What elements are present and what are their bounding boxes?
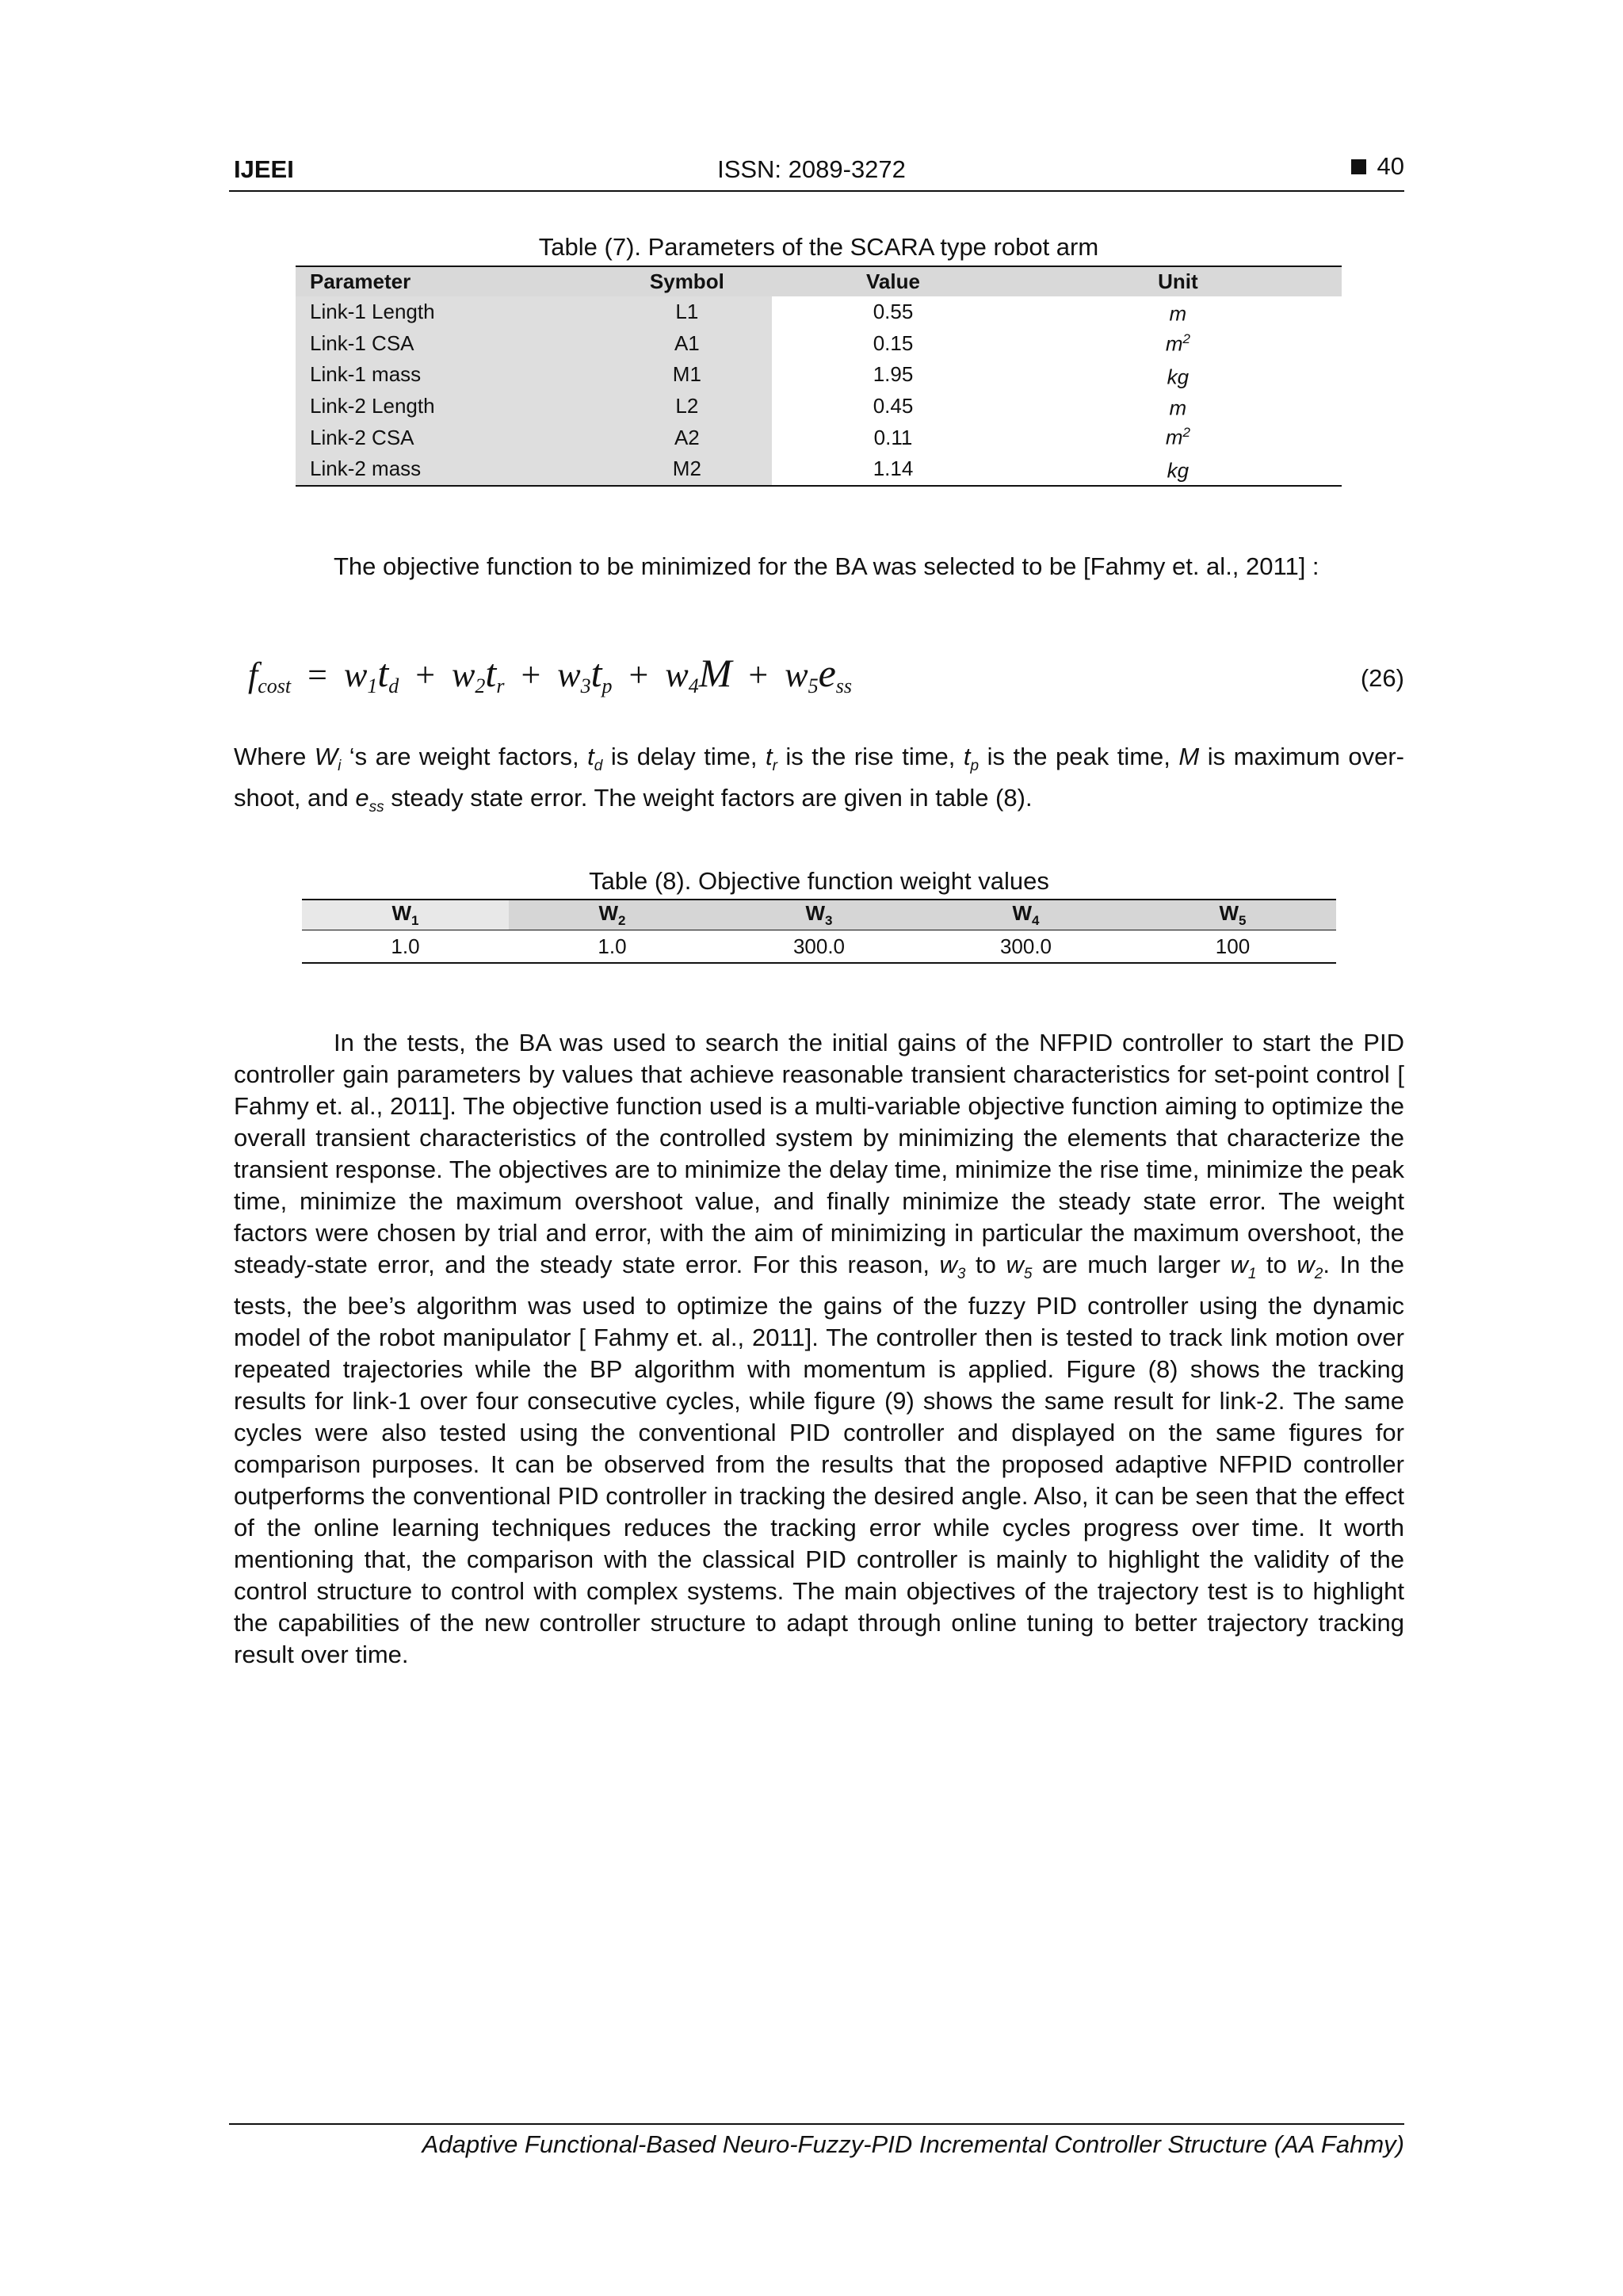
symbol-cell: M2 xyxy=(601,453,772,486)
paragraph-weights xyxy=(234,741,1404,823)
symbol-cell: A1 xyxy=(601,328,772,360)
paragraph-text: Where $W_i$ ‘s are weight factors, $t_d$ is delay time, $t_r$ is the rise time, $t_p$ is the peak time, M is maximum over-shoot, and $e_{ss}$ steady state error. The weight factors are given in table (8). xyxy=(234,743,1405,816)
black-square-icon xyxy=(1351,159,1366,174)
unit-cell: $m^2$ xyxy=(1165,330,1190,356)
paragraph-intro xyxy=(234,551,1404,583)
symbol-cell: L1 xyxy=(601,296,772,328)
equation-26: $f_{cost} = w_1t_d + w_2t_r + w_3t_p + w_4M + w_5e_{ss}$ xyxy=(248,651,853,697)
value-cell: 0.11 xyxy=(873,425,913,449)
weight-cell: 1.0 xyxy=(509,930,716,964)
unit-cell: kg xyxy=(1167,365,1190,389)
table7-col-unit: Unit xyxy=(1014,266,1342,296)
param-cell: Link-1 CSA xyxy=(296,328,601,360)
table8-col-w3: $W_3$ xyxy=(716,900,922,930)
table8-caption: Table (8). Objective function weight values xyxy=(589,867,1049,895)
value-cell: 0.15 xyxy=(873,330,914,355)
table-row xyxy=(296,453,1342,486)
table8-col-w5: $W_5$ xyxy=(1129,900,1336,930)
weight-cell: 300.0 xyxy=(716,930,922,964)
param-cell: Link-2 mass xyxy=(296,453,601,486)
value-cell: 1.14 xyxy=(772,453,1014,486)
value-cell: 0.55 xyxy=(873,300,914,324)
symbol-cell: L2 xyxy=(601,391,772,422)
param-cell: Link-1 mass xyxy=(296,359,601,391)
table-row xyxy=(296,328,1342,360)
value-cell: 1.95 xyxy=(873,362,914,387)
table8-header-row xyxy=(302,900,1336,930)
header-rule xyxy=(229,190,1404,192)
table7-col-parameter: Parameter xyxy=(296,266,601,296)
symbol-cell: A2 xyxy=(601,422,772,453)
table7 xyxy=(296,266,1342,487)
table-row xyxy=(296,359,1342,391)
unit-cell: kg xyxy=(1014,453,1342,486)
param-cell: Link-2 Length xyxy=(296,391,601,422)
table7-col-value: Value xyxy=(772,266,1014,296)
table8 xyxy=(302,899,1336,964)
weight-cell: 100 xyxy=(1129,930,1336,964)
table-row xyxy=(296,422,1342,453)
page-number: 40 xyxy=(1377,152,1404,180)
value-cell: 0.45 xyxy=(873,394,914,418)
footer-rule xyxy=(229,2123,1404,2125)
table8-col-w2: $W_2$ xyxy=(509,900,716,930)
param-cell: Link-2 CSA xyxy=(296,422,601,453)
unit-cell: $m^2$ xyxy=(1165,425,1190,449)
equation-number: (26) xyxy=(1360,664,1404,692)
param-cell: Link-1 Length xyxy=(296,296,601,328)
journal-name: IJEEI xyxy=(234,155,294,183)
running-footer: Adaptive Functional-Based Neuro-Fuzzy-PID Incremental Controller Structure (AA Fahmy) xyxy=(422,2130,1404,2158)
table-row xyxy=(296,296,1342,328)
weight-cell: 1.0 xyxy=(302,930,509,964)
paragraph-tests xyxy=(234,1027,1404,1671)
paragraph-text: In the tests, the BA was used to search the initial gains of the NFPID controller to start the PID controller gain parameters by values that achieve reasonable transient characteristics for set-point control [ Fahmy et. al., 2011]. The objective function used is a multi-variable objective function aiming to optimize the overall transient characteristics of the controlled system by minimizing the elements that characterize the transient response. The objectives are to minimize the delay time, minimize the rise time, minimize the peak time, minimize the maximum overshoot value, and finally minimize the steady state error. The weight factors were chosen by trial and error, with the aim of minimizing in particular the maximum overshoot, the steady-state error, and the steady state error. For this reason, $w_3$ to $w_5$ are much larger $w_1$ to $w_2$. In the tests, the bee’s algorithm was used to optimize the gains of the fuzzy PID controller using the dynamic model of the robot manipulator [ Fahmy et. al., 2011]. The controller then is tested to track link motion over repeated trajectories while the BP algorithm with momentum is applied. Figure (8) shows the tracking results for link-1 over four consecutive cycles, while figure (9) shows the same result for link-2. The same cycles were also tested using the conventional PID controller and displayed on the same figures for comparison purposes. It can be observed from the results that the proposed adaptive NFPID controller outperforms the conventional PID controller in tracking the desired angle. Also, it can be seen that the effect of the online learning techniques reduces the tracking error while cycles progress over time. It worth mentioning that, the comparison with the classical PID controller is mainly to highlight the validity of the control structure to control with complex systems. The main objectives of the trajectory test is to highlight the capabilities of the new controller structure to adapt through online tuning to better trajectory tracking result over time. xyxy=(234,1029,1404,1669)
table8-col-w1: $W_1$ xyxy=(302,900,509,930)
table-row xyxy=(302,930,1336,964)
paragraph-text: The objective function to be minimized for the BA was selected to be [Fahmy et. al., 2011] : xyxy=(334,552,1319,580)
issn: ISSN: 2089-3272 xyxy=(717,155,906,183)
table7-caption: Table (7). Parameters of the SCARA type robot arm xyxy=(538,233,1099,261)
symbol-cell: M1 xyxy=(601,359,772,391)
table7-header-row xyxy=(296,266,1342,296)
unit-cell: m xyxy=(1169,302,1187,327)
unit-cell: m xyxy=(1169,395,1187,420)
table8-col-w4: $W_4$ xyxy=(922,900,1129,930)
table7-col-symbol: Symbol xyxy=(601,266,772,296)
page-number-block xyxy=(1351,152,1404,181)
weight-cell: 300.0 xyxy=(922,930,1129,964)
table-row xyxy=(296,391,1342,422)
